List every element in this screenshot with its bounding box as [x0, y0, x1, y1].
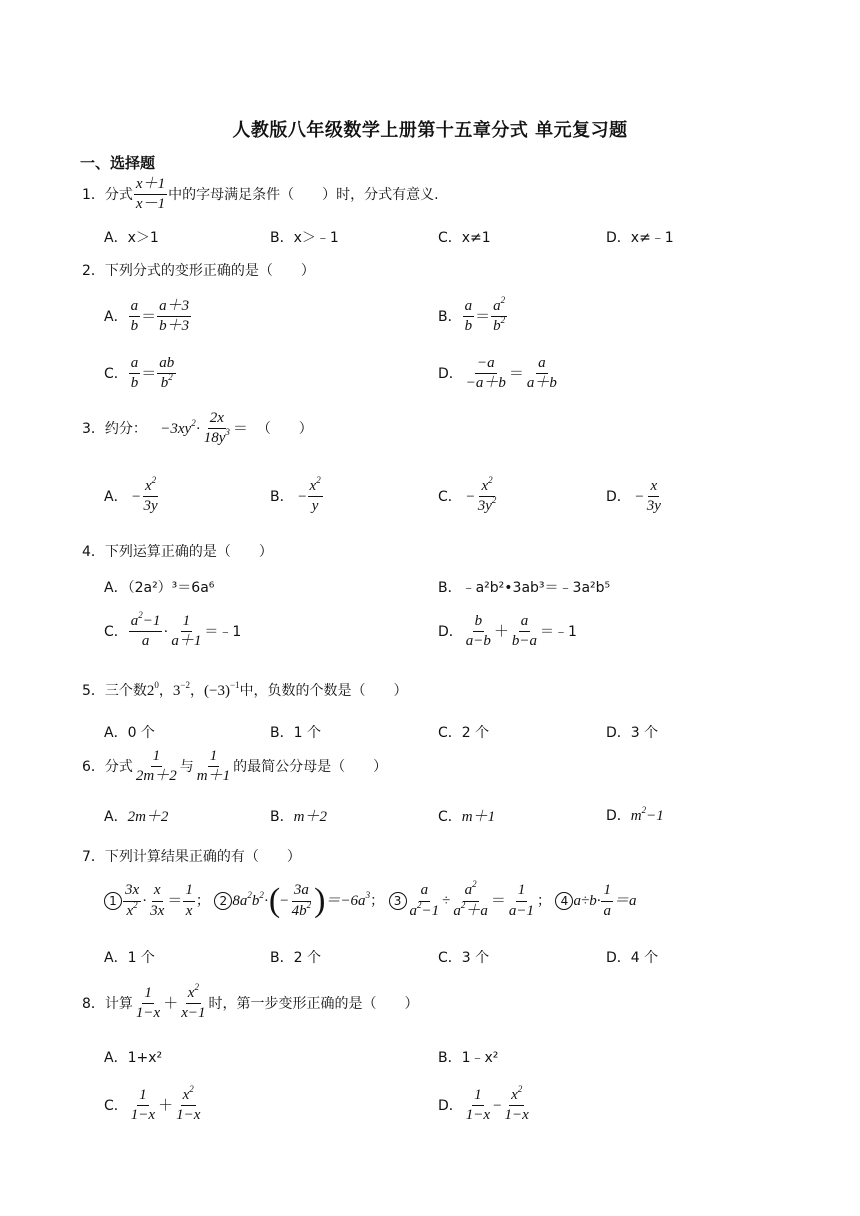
q4-label-c: C．	[104, 623, 128, 640]
q4-option-c[interactable]: C． $\frac{a^2-1}{a}$ · $\frac{1}{a+1}$ ＝﹣1	[104, 610, 242, 650]
q8-label-c: C．	[104, 1097, 128, 1114]
q1-suffix: 中的字母满足条件（ ）时，分式有意义.	[168, 186, 439, 203]
q3-option-c[interactable]: C． − $\frac{x^2}{3y^2}$	[438, 475, 497, 515]
q2-label-d: D．	[438, 365, 463, 382]
q6-prefix: 6．分式	[82, 758, 133, 775]
q2-label-c: C．	[104, 365, 128, 382]
q1-option-c[interactable]: C．x≠1	[438, 230, 491, 246]
q3-stem: 3．约分：	[82, 420, 147, 437]
page-title: 人教版八年级数学上册第十五章分式 单元复习题	[232, 120, 628, 141]
circled-3-icon: 3	[389, 892, 407, 910]
q5-prefix: 5．三个数	[82, 683, 147, 699]
q8-option-c[interactable]: C． $\frac{1}{1-x}$ ＋ $\frac{x^2}{1-x}$	[104, 1084, 201, 1124]
q8-suffix: 时，第一步变形正确的是（ ）	[208, 995, 419, 1012]
q4-option-a[interactable]: A．（2a²）³＝6a⁶	[104, 580, 215, 596]
q1-option-a[interactable]: A．x＞1	[104, 230, 159, 246]
question-2: 2．下列分式的变形正确的是（ ）	[82, 263, 315, 279]
q7-option-b[interactable]: B．2 个	[270, 950, 321, 966]
q1-prefix: 1．分式	[82, 186, 133, 203]
q6-suffix: 的最简公分母是（ ）	[233, 758, 388, 775]
question-3: 3．约分： $-3xy^2\cdot$ $\frac{2x}{18y^3}$ ＝ （ ）	[82, 410, 313, 447]
question-8: 8．计算 $\frac{1}{1-x}$ ＋ $\frac{x^2}{x-1}$ 时，第一步变形正确的是（ ）	[82, 982, 419, 1022]
q3-label-b: B．	[270, 488, 294, 505]
q4-option-b[interactable]: B．﹣a²b²•3ab³＝﹣3a²b⁵	[438, 580, 611, 596]
q7-option-d[interactable]: D．4 个	[606, 950, 659, 966]
q3-label-c: C．	[438, 488, 462, 505]
q7-option-a[interactable]: A．1 个	[104, 950, 155, 966]
q4-tail-c: ＝﹣1	[204, 623, 242, 640]
q5-option-b[interactable]: B．1 个	[270, 725, 321, 741]
question-6: 6．分式 $\frac{1}{2m+2}$ 与 $\frac{1}{m+1}$ 的最简公分母是（ ）	[82, 748, 388, 785]
q6-label-d: D．	[606, 808, 631, 824]
q6-mid: 与	[179, 758, 194, 775]
q1-option-b[interactable]: B．x＞﹣1	[270, 230, 339, 246]
q8-option-b[interactable]: B．1﹣x²	[438, 1050, 499, 1066]
q2-label-a: A．	[104, 308, 128, 325]
q4-tail-d: ＝﹣1	[540, 623, 577, 640]
q7-option-c[interactable]: C．3 个	[438, 950, 490, 966]
q8-prefix: 8．计算	[82, 995, 133, 1012]
q2-option-b[interactable]: B． $\frac{a}{b}$ ＝ $\frac{a^2}{b^2}$	[438, 295, 506, 335]
question-1	[82, 176, 439, 214]
q6-option-d[interactable]: D．$m^2-1$	[606, 805, 664, 824]
q8-option-a[interactable]: A．1+x²	[104, 1050, 163, 1066]
q2-option-d[interactable]: D． $\frac{-a}{-a+b}$ ＝ $\frac{a}{a+b}$	[438, 355, 557, 392]
q3-tail: （ ）	[256, 420, 313, 437]
q6-option-b[interactable]: B．m＋2	[270, 809, 327, 825]
question-7: 7．下列计算结果正确的有（ ）	[82, 849, 301, 865]
q6-label-a: A．	[104, 809, 128, 825]
q3-option-a[interactable]: A． − $\frac{x^2}{3y}$	[104, 475, 158, 515]
q6-option-a[interactable]: A．2m＋2	[104, 809, 169, 825]
q8-option-d[interactable]: D． $\frac{1}{1-x}$ − $\frac{x^2}{1-x}$	[438, 1084, 529, 1124]
q6-option-c[interactable]: C．m＋1	[438, 809, 496, 825]
q3-label-a: A．	[104, 488, 128, 505]
q1-option-d[interactable]: D．x≠﹣1	[606, 230, 674, 246]
q4-label-d: D．	[438, 623, 463, 640]
q5-option-a[interactable]: A．0 个	[104, 725, 155, 741]
question-4: 4．下列运算正确的是（ ）	[82, 544, 273, 560]
circled-4-icon: 4	[555, 892, 573, 910]
q3-label-d: D．	[606, 488, 631, 505]
q5-option-c[interactable]: C．2 个	[438, 725, 490, 741]
q8-label-d: D．	[438, 1097, 463, 1114]
q1-fraction: $\frac{x+1}{x-1}$	[135, 176, 166, 213]
q6-label-c: C．	[438, 809, 462, 825]
q3-option-b[interactable]: B． − $\frac{x^2}{y}$	[270, 475, 321, 515]
q2-label-b: B．	[438, 308, 462, 325]
q4-option-d[interactable]: D． $\frac{b}{a-b}$ ＋ $\frac{a}{b-a}$ ＝﹣1	[438, 613, 577, 650]
q5-option-d[interactable]: D．3 个	[606, 725, 659, 741]
q2-option-c[interactable]: C． $\frac{a}{b}$ ＝ $\frac{ab}{b^2}$	[104, 355, 175, 392]
circled-1-icon: 1	[104, 892, 122, 910]
q6-label-b: B．	[270, 809, 294, 825]
q3-option-d[interactable]: D． − $\frac{x}{3y}$	[606, 478, 661, 515]
q7-statements: 1 $\frac{3x}{x^2}$ · $\frac{x}{3x}$ ＝ $\frac{1}{x}$ ； 2 $8a^2b^2\cdot(-$ $\frac{3a}{4b^2}$ )$=-6a^3$； 3 $\frac{a}{a^2-1}$ ÷ $\frac{a^2}{a^2+a}$ ＝ $\frac{1}{a-1}$ ； 4 a÷b· $\frac{1}{a}$ ＝a	[104, 882, 636, 920]
q5-suffix: 中，负数的个数是（ ）	[239, 683, 408, 699]
question-5: 5．三个数$2^0$，$3^{-2}$，$(-3)^{-1}$中，负数的个数是（ ）	[82, 680, 408, 699]
q2-option-a[interactable]: A． $\frac{a}{b}$ ＝ $\frac{a+3}{b+3}$	[104, 298, 190, 335]
section-heading: 一、选择题	[80, 154, 156, 172]
circled-2-icon: 2	[214, 892, 232, 910]
